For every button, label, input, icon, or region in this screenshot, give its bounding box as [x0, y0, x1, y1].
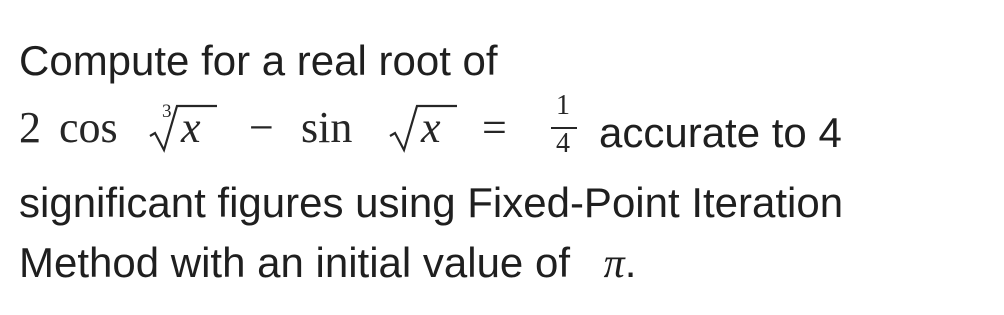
problem-line-4-text: Method with an initial value of: [19, 239, 570, 286]
eq-numerator: 1: [556, 90, 570, 121]
equation-line: [19, 90, 999, 170]
eq-cos: cos: [59, 103, 118, 152]
final-period: .: [624, 239, 637, 286]
eq-equals: =: [482, 103, 507, 152]
problem-line-3: significant figures using Fixed-Point Iteration: [19, 179, 844, 226]
eq-minus: −: [249, 103, 274, 152]
eq-coefficient: 2: [19, 103, 41, 152]
problem-line-4: [19, 239, 637, 287]
eq-variable-1: x: [181, 103, 201, 152]
eq-root-index: 3: [162, 101, 172, 122]
problem-line-2-tail: accurate to 4: [599, 109, 842, 156]
eq-variable-2: x: [421, 103, 441, 152]
problem-line-1: Compute for a real root of: [19, 37, 498, 84]
initial-value-pi: π: [603, 241, 625, 287]
eq-denominator: 4: [556, 128, 570, 159]
eq-sin: sin: [301, 103, 353, 152]
